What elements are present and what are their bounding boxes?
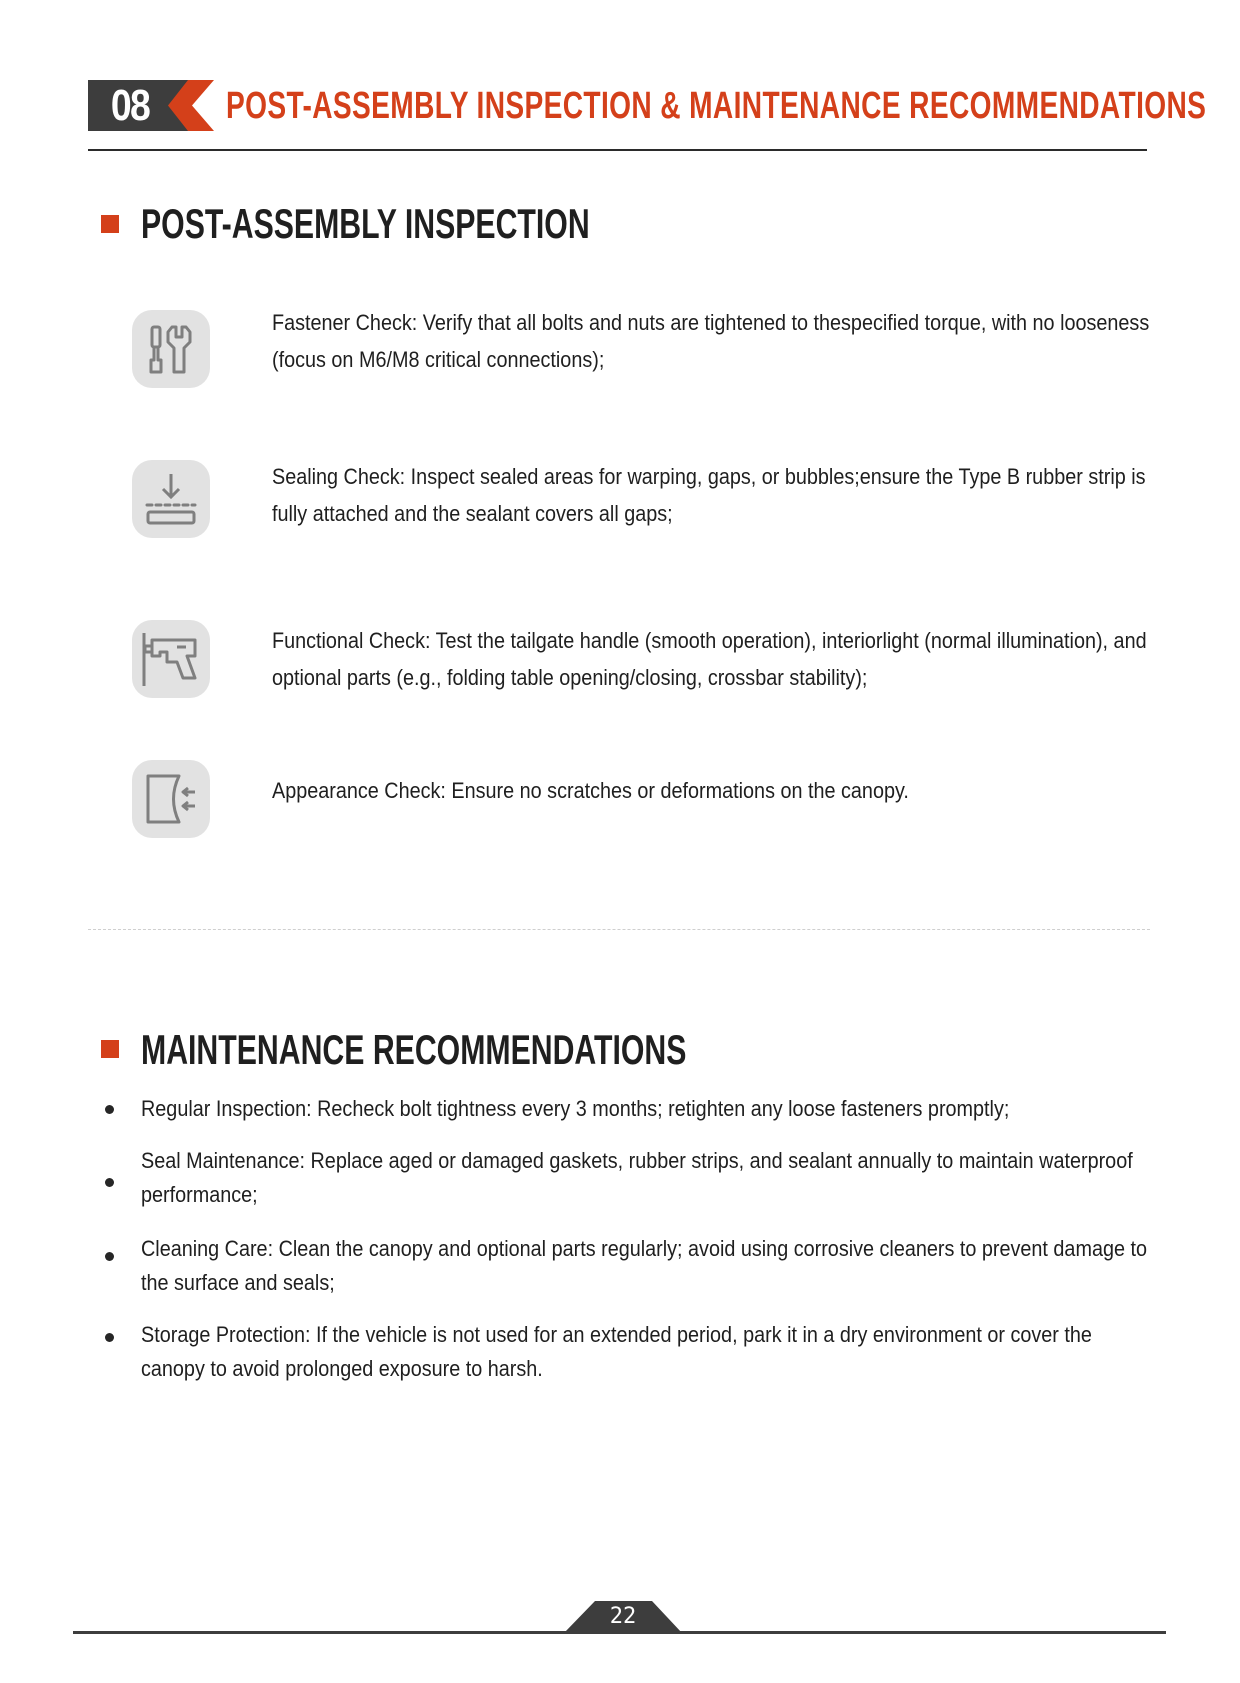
header-divider (88, 149, 1147, 151)
chevron-left-icon (168, 80, 214, 131)
inspection-item-text: Fastener Check: Verify that all bolts and nuts are tightened to thespecified torque, with no looseness (focus on M6/M8 critical connections); (272, 310, 1150, 372)
bullet-icon (105, 1333, 114, 1342)
inspection-heading: POST-ASSEMBLY INSPECTION (141, 200, 590, 247)
seal-press-icon (132, 460, 210, 538)
inspection-item-text: Sealing Check: Inspect sealed areas for warping, gaps, or bubbles;ensure the Type B rubber strip is fully attached and the sealant covers all gaps; (272, 464, 1146, 526)
inspection-item-text: Functional Check: Test the tailgate handle (smooth operation), interiorlight (normal illumination), and optional parts (e.g., folding table opening/closing, crossbar stability); (272, 628, 1147, 690)
section-number: 08 (110, 81, 150, 130)
bullet-icon (105, 1178, 114, 1187)
maintenance-heading: MAINTENANCE RECOMMENDATIONS (141, 1026, 687, 1073)
page-title: POST-ASSEMBLY INSPECTION & MAINTENANCE RECOMMENDATIONS (226, 85, 1207, 127)
inspection-item-text: Appearance Check: Ensure no scratches or deformations on the canopy. (272, 778, 909, 803)
list-item-text: Regular Inspection: Recheck bolt tightness every 3 months; retighten any loose fasteners promptly; (141, 1096, 1010, 1121)
section-divider (88, 929, 1150, 930)
list-item-text: Storage Protection: If the vehicle is not used for an extended period, park it in a dry environment or cover the canopy to avoid prolonged exposure to harsh. (141, 1322, 1092, 1381)
panel-inspect-icon (132, 760, 210, 838)
section-marker-icon (101, 1040, 119, 1058)
section-marker-icon (101, 215, 119, 233)
list-item-text: Cleaning Care: Clean the canopy and optional parts regularly; avoid using corrosive cleaners to prevent damage to the surface and seals; (141, 1236, 1148, 1295)
drill-icon (132, 620, 210, 698)
list-item-text: Seal Maintenance: Replace aged or damaged gaskets, rubber strips, and sealant annually to maintain waterproof performance; (141, 1148, 1133, 1207)
page-number: 22 (609, 1604, 637, 1629)
bullet-icon (105, 1252, 114, 1261)
tools-icon (132, 310, 210, 388)
bullet-icon (105, 1105, 114, 1114)
